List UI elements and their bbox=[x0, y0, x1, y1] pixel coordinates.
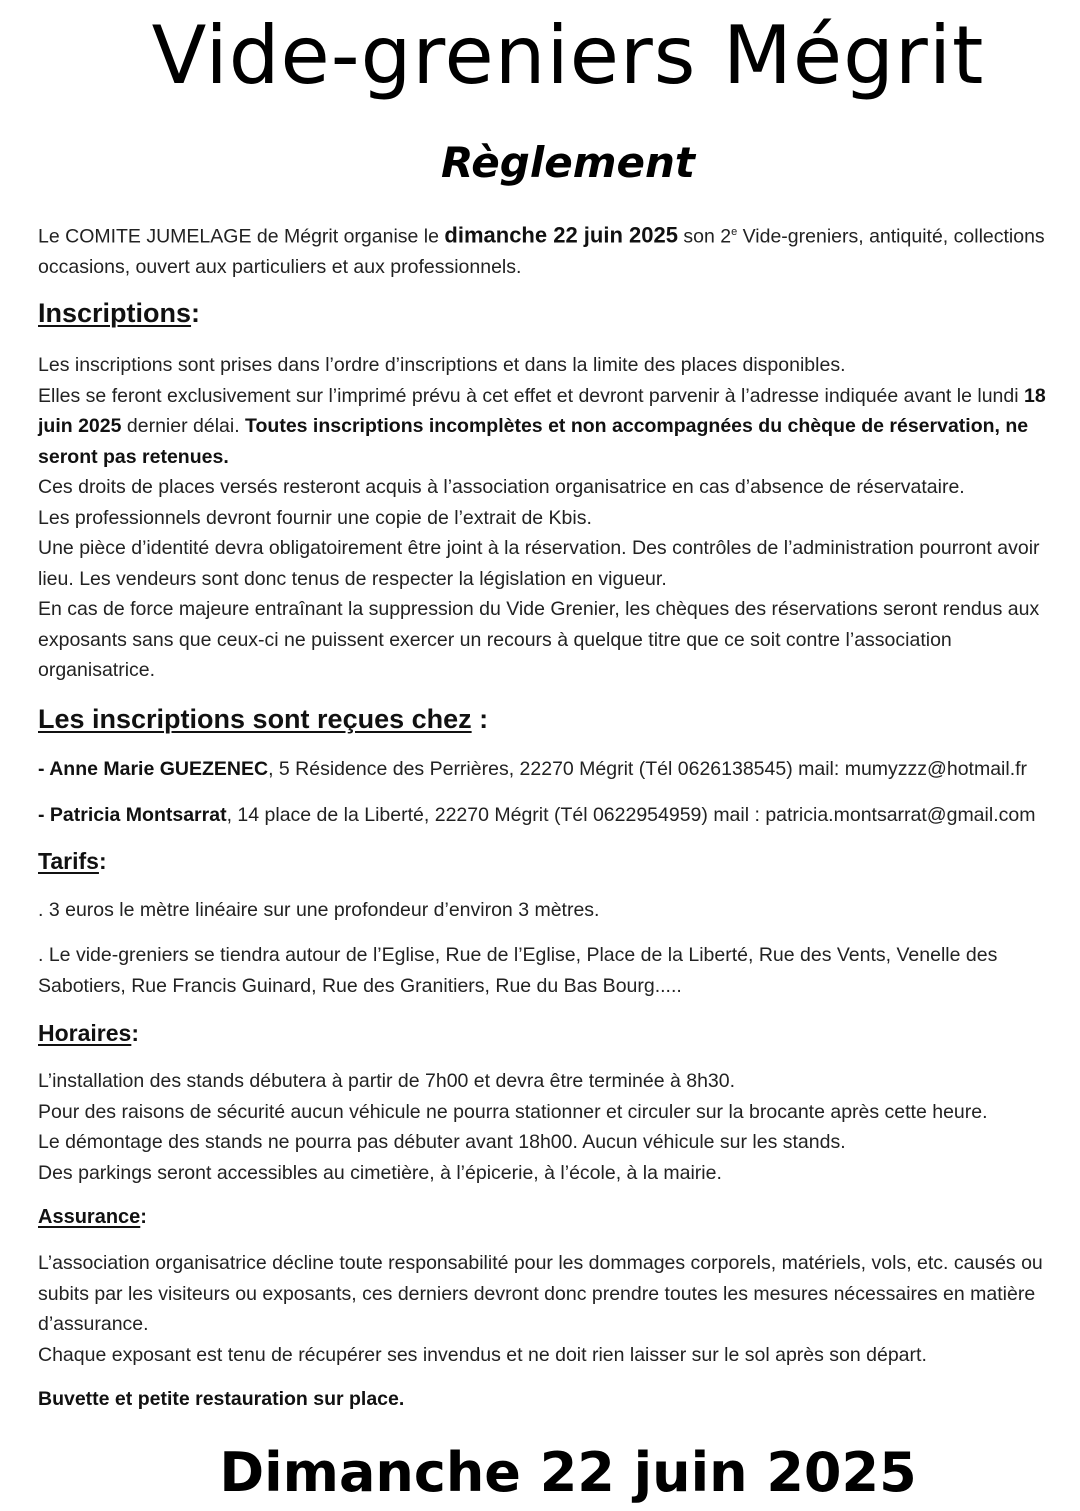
contact-1-name: Anne Marie GUEZENEC bbox=[49, 758, 269, 780]
intro-line-1: Le COMITE JUMELAGE de Mégrit organise le dimanche 22 juin 2025 son 2e Vide-greniers, antiquité, collections bbox=[38, 222, 1045, 248]
inscriptions-paragraph: Les inscriptions sont prises dans l’ordre d’inscriptions et dans la limite des places disponibles. Elles se feront exclusivement sur l’imprimé prévu à cet effet et devront parvenir à l’adresse indiquée avant le lundi 18 juin 2025 dernier délai. Toutes inscriptions incomplètes et non accompagnées du chèque de réservation, ne seront pas retenues. Ces droits de places versés resteront acquis à l’association organisatrice en cas d’absence de réservataire. Les professionnels devront fournir une copie de l’extrait de Kbis. Une pièce d’identité devra obligatoirement être joint à la réservation. Des contrôles de l’administration pourront avoir lieu. Les vendeurs sont donc tenus de respecter la législation en vigueur. En cas de force majeure entraînant la suppression du Vide Grenier, les chèques des réservations seront rendus aux exposants sans que ceux-ci ne puissent exercer un recours à quelque titre que ce soit contre l’association organisatrice. bbox=[38, 354, 1046, 681]
footer-date: Dimanche 22 juin 2025 bbox=[219, 1441, 917, 1504]
page-subtitle: Règlement bbox=[441, 138, 695, 187]
tarifs-location: . Le vide-greniers se tiendra autour de l’Eglise, Rue de l’Eglise, Place de la Liberté, Rue des Vents, Venelle des Sabotiers, Rue Francis Guinard, Rue des Granitiers, Rue du Bas Bourg..... bbox=[38, 944, 998, 997]
section-heading-assurance: Assurance: bbox=[38, 1206, 147, 1228]
section-heading-recues: Les inscriptions sont reçues chez : bbox=[38, 704, 489, 734]
section-heading-tarifs: Tarifs: bbox=[38, 848, 107, 874]
event-date-inline: dimanche 22 juin 2025 bbox=[444, 222, 678, 248]
horaires-paragraph: L’installation des stands débutera à partir de 7h00 et devra être terminée à 8h30. Pour des raisons de sécurité aucun véhicule ne pourra stationner et circuler sur la brocante après cette heure. Le démontage des stands ne pourra pas débuter avant 18h00. Aucun véhicule sur les stands. Des parkings seront accessibles au cimetière, à l’épicerie, à l’école, à la mairie. bbox=[38, 1070, 988, 1184]
page-title: Vide-greniers Mégrit bbox=[151, 9, 985, 102]
section-heading-horaires: Horaires: bbox=[38, 1020, 139, 1046]
section-heading-inscriptions: Inscriptions: bbox=[38, 298, 201, 328]
contact-2-name: Patricia Montsarrat bbox=[49, 804, 227, 826]
tarifs-line-1: . 3 euros le mètre linéaire sur une profondeur d’environ 3 mètres. bbox=[38, 899, 600, 921]
intro-paragraph bbox=[38, 217, 1080, 283]
intro-line-2: occasions, ouvert aux particuliers et aux professionnels. bbox=[38, 256, 522, 278]
buvette-note: Buvette et petite restauration sur place. bbox=[38, 1388, 405, 1410]
contact-1: - Anne Marie GUEZENEC, 5 Résidence des Perrières, 22270 Mégrit (Tél 0626138545) mail: mumyzzz@hotmail.fr bbox=[38, 758, 1028, 780]
assurance-paragraph: L’association organisatrice décline toute responsabilité pour les dommages corporels, matériels, vols, etc. causés ou subits par les visiteurs ou exposants, ces derniers devront donc prendre toutes les mesures nécessaires en matière d’assurance. Chaque exposant est tenu de récupérer ses invendus et ne doit rien laisser sur le sol après son départ. bbox=[38, 1252, 1043, 1366]
contact-2: - Patricia Montsarrat, 14 place de la Liberté, 22270 Mégrit (Tél 0622954959) mail : patricia.montsarrat@gmail.com bbox=[38, 804, 1036, 826]
